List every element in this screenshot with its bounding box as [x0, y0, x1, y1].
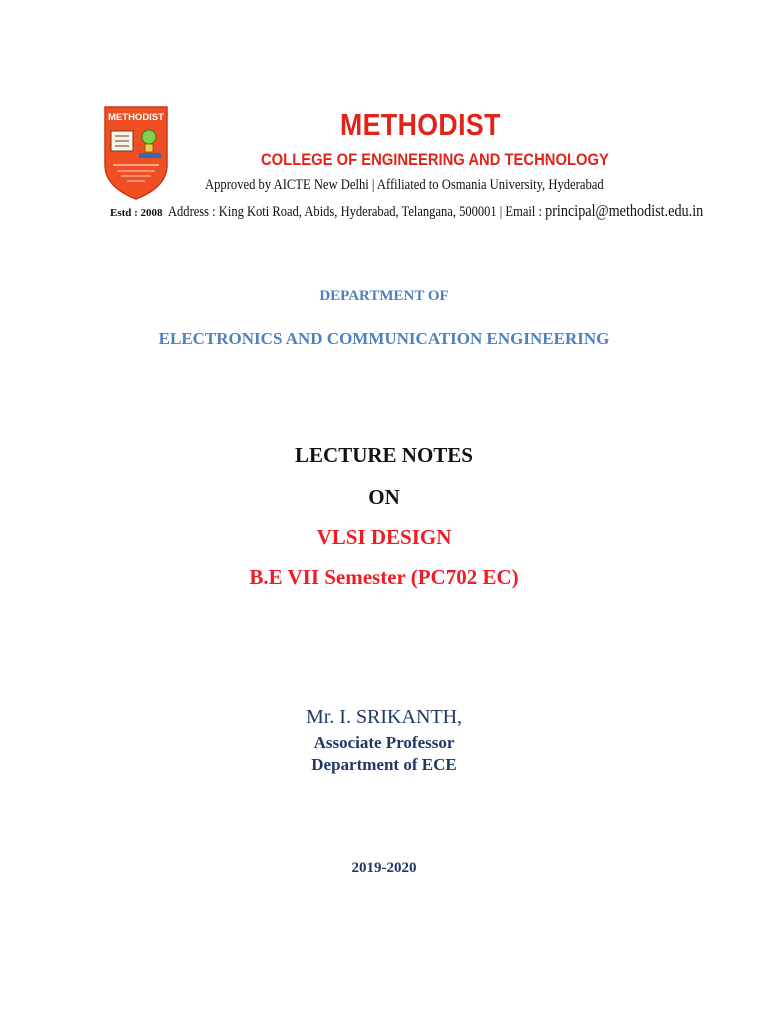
author-name: Mr. I. SRIKANTH,: [305, 706, 463, 728]
academic-year: 2019-2020: [351, 860, 417, 876]
institution-email: principal@methodist.edu.in: [545, 201, 704, 220]
crest-label: METHODIST: [108, 112, 164, 123]
institution-address: Address : King Koti Road, Abids, Hyderabad, Telangana, 500001 | Email :: [168, 204, 546, 220]
institution-subtitle: COLLEGE OF ENGINEERING AND TECHNOLOGY: [261, 150, 609, 169]
department-name: ELECTRONICS AND COMMUNICATION ENGINEERING: [158, 329, 610, 348]
institution-name: METHODIST: [340, 107, 501, 142]
subject-title: VLSI DESIGN: [316, 525, 452, 549]
department-label: DEPARTMENT OF: [319, 288, 449, 304]
semester-code: B.E VII Semester (PC702 EC): [249, 565, 519, 589]
college-crest-logo: [101, 103, 171, 201]
lecture-notes-on: ON: [368, 485, 400, 509]
lecture-notes-title: LECTURE NOTES: [295, 443, 473, 467]
established-year: Estd : 2008: [110, 207, 163, 219]
author-department: Department of ECE: [311, 755, 457, 774]
college-letterhead: [95, 100, 704, 230]
author-designation: Associate Professor: [313, 733, 455, 752]
institution-approval: Approved by AICTE New Delhi | Affiliated to Osmania University, Hyderabad: [205, 177, 604, 193]
institution-address-line: [168, 201, 703, 221]
